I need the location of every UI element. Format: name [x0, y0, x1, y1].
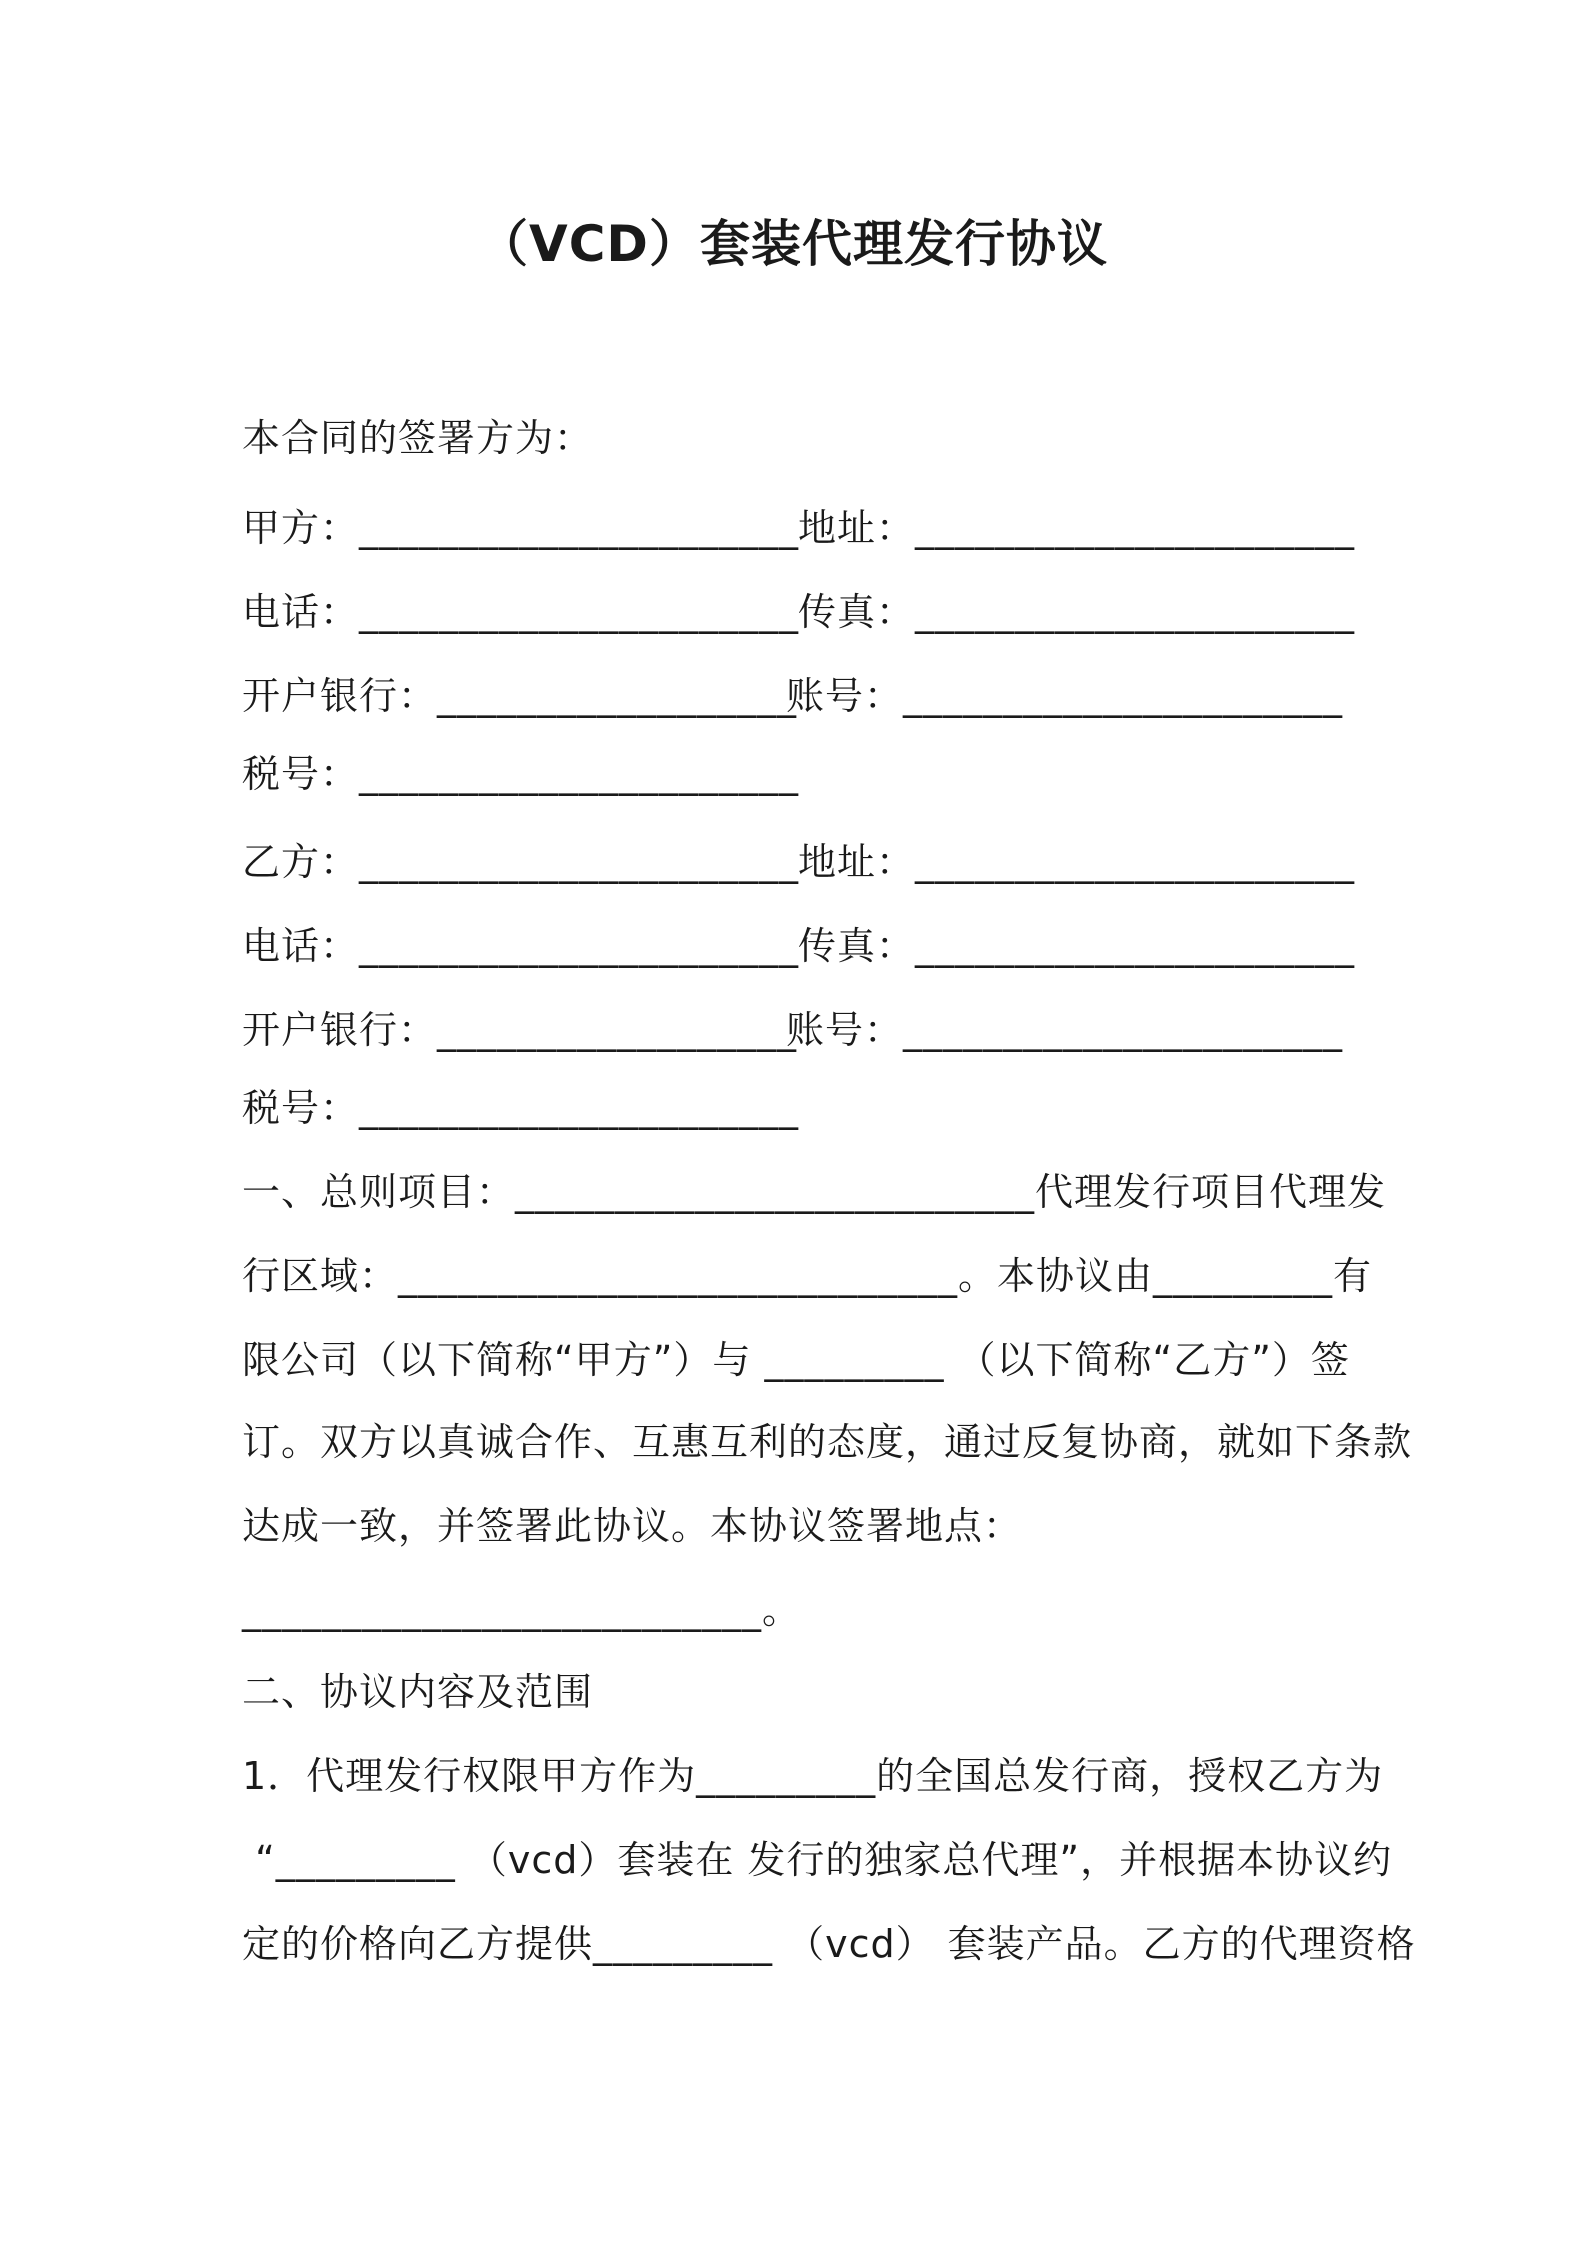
party-a-address-field: 地址：______________________: [798, 506, 1356, 550]
party-b-account-field: 账号：______________________: [786, 1008, 1344, 1052]
party-b-bank-field: 开户银行：__________________: [242, 1008, 798, 1052]
party-b-tax-field: 税号：______________________: [242, 1086, 800, 1130]
party-b-fax-field: 传真：______________________: [798, 924, 1356, 968]
party-b-address-field: 地址：______________________: [798, 840, 1356, 884]
party-a-bank-field: 开户银行：__________________: [242, 674, 798, 718]
section2-line: 1．代理发行权限甲方作为_________的全国总发行商，授权乙方为: [242, 1754, 1384, 1798]
section1-line: 一、总则项目：__________________________代理发行项目代理发: [242, 1170, 1387, 1214]
section2-line: 定的价格向乙方提供_________ （vcd） 套装产品。乙方的代理资格: [242, 1922, 1416, 1966]
section1-line: 订。双方以真诚合作、互惠互利的态度，通过反复协商，就如下条款: [242, 1420, 1413, 1464]
party-a-tax-field: 税号：______________________: [242, 752, 800, 796]
section1-line: 达成一致，并签署此协议。本协议签署地点：: [242, 1504, 1023, 1548]
section1-line: 限公司（以下简称“甲方”）与 _________ （以下简称“乙方”）签: [242, 1338, 1350, 1382]
party-a-phone-field: 电话：______________________: [242, 590, 800, 634]
document-title: （VCD）套装代理发行协议: [478, 215, 1108, 273]
section2-line: “_________ （vcd）套装在 发行的独家总代理”，并根据本协议约: [242, 1838, 1393, 1882]
party-a-fax-field: 传真：______________________: [798, 590, 1356, 634]
section1-line: 行区域：____________________________。本协议由_________有: [242, 1254, 1373, 1298]
section2-heading: 二、协议内容及范围: [242, 1670, 594, 1714]
party-a-name-field: 甲方：______________________: [242, 506, 800, 550]
party-b-phone-field: 电话：______________________: [242, 924, 800, 968]
section1-line: __________________________。: [242, 1588, 802, 1632]
intro-line: 本合同的签署方为：: [242, 416, 594, 460]
party-a-account-field: 账号：______________________: [786, 674, 1344, 718]
party-b-name-field: 乙方：______________________: [242, 840, 800, 884]
